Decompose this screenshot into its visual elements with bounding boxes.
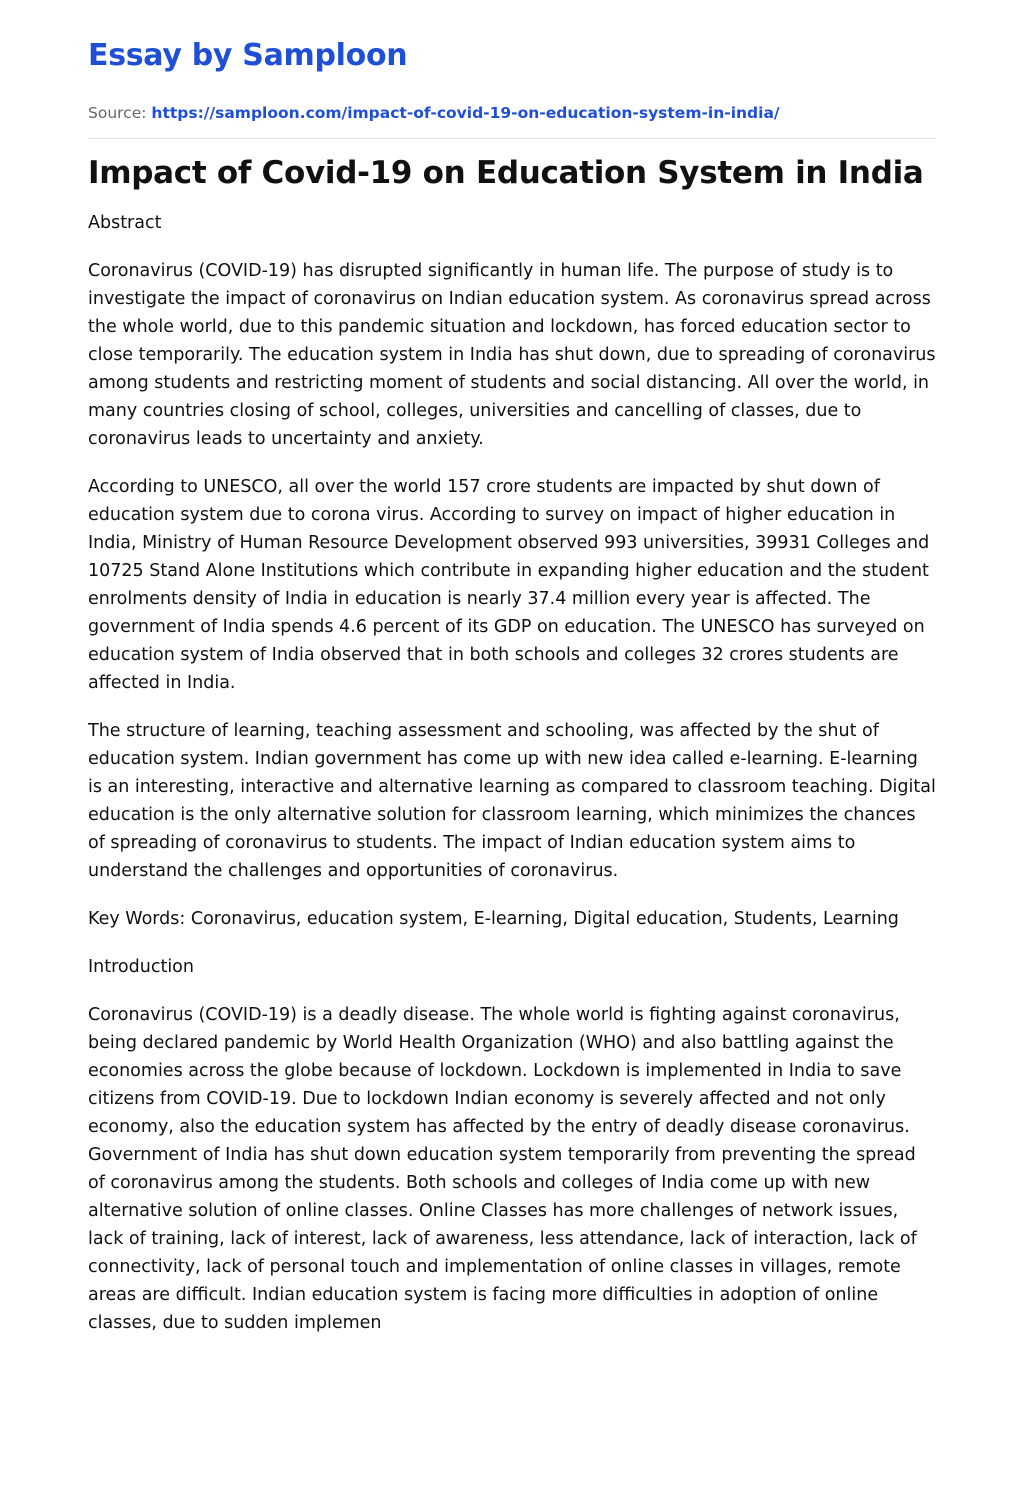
- source-link[interactable]: https://samploon.com/impact-of-covid-19-on-education-system-in-india/: [151, 104, 780, 122]
- source-label: Source:: [88, 104, 147, 122]
- key-words-paragraph: Key Words: Coronavirus, education system, E-learning, Digital education, Students, Learning: [88, 909, 899, 929]
- document-page: [88, 0, 936, 1337]
- paragraph: Coronavirus (COVID-19) is a deadly disease. The whole world is fighting against coronavirus, being declared pandemic by World Health Organization (WHO) and also battling against the economies across the globe because of lockdown. Lockdown is implemented in India to save citizens from COVID-19. Due to lockdown Indian economy is severely affected and not only economy, also the education system has affected by the entry of deadly disease coronavirus. Government of India has shut down education system temporarily from preventing the spread of coronavirus among the students. Both schools and colleges of India come up with new alternative solution of online classes. Online Classes has more challenges of network issues, lack of training, lack of interest, lack of awareness, less attendance, lack of interaction, lack of connectivity, lack of personal touch and implementation of online classes in villages, remote areas are difficult. Indian education system is facing more difficulties in adoption of online classes, due to sudden implemen: [88, 1005, 917, 1333]
- essay-title: Impact of Covid-19 on Education System in India: [88, 155, 924, 191]
- brand-title: Essay by Samploon: [88, 38, 408, 73]
- paragraph: According to UNESCO, all over the world 157 crore students are impacted by shut down of education system due to corona virus. According to survey on impact of higher education in India, Ministry of Human Resource Development observed 993 universities, 39931 Colleges and 10725 Stand Alone Institutions which contribute in expanding higher education and the student enrolments density of India in education is nearly 37.4 million every year is affected. The government of India spends 4.6 percent of its GDP on education. The UNESCO has surveyed on education system of India observed that in both schools and colleges 32 crores students are affected in India.: [88, 477, 930, 693]
- section-heading-abstract: Abstract: [88, 213, 162, 233]
- paragraph: The structure of learning, teaching assessment and schooling, was affected by the shut of education system. Indian government has come up with new idea called e-learning. E-learning is an interesting, interactive and alternative learning as compared to classroom teaching. Digital education is the only alternative solution for classroom learning, which minimizes the chances of spreading of coronavirus to students. The impact of Indian education system aims to understand the challenges and opportunities of coronavirus.: [88, 721, 936, 881]
- paragraph: Coronavirus (COVID-19) has disrupted significantly in human life. The purpose of study is to investigate the impact of coronavirus on Indian education system. As coronavirus spread across the whole world, due to this pandemic situation and lockdown, has forced education sector to close temporarily. The education system in India has shut down, due to spreading of coronavirus among students and restricting moment of students and social distancing. All over the world, in many countries closing of school, colleges, universities and cancelling of classes, due to coronavirus leads to uncertainty and anxiety.: [88, 261, 936, 449]
- source-line: [88, 102, 936, 124]
- essay-body: [88, 209, 936, 1337]
- section-heading-introduction: Introduction: [88, 957, 194, 977]
- header-divider: [88, 138, 936, 139]
